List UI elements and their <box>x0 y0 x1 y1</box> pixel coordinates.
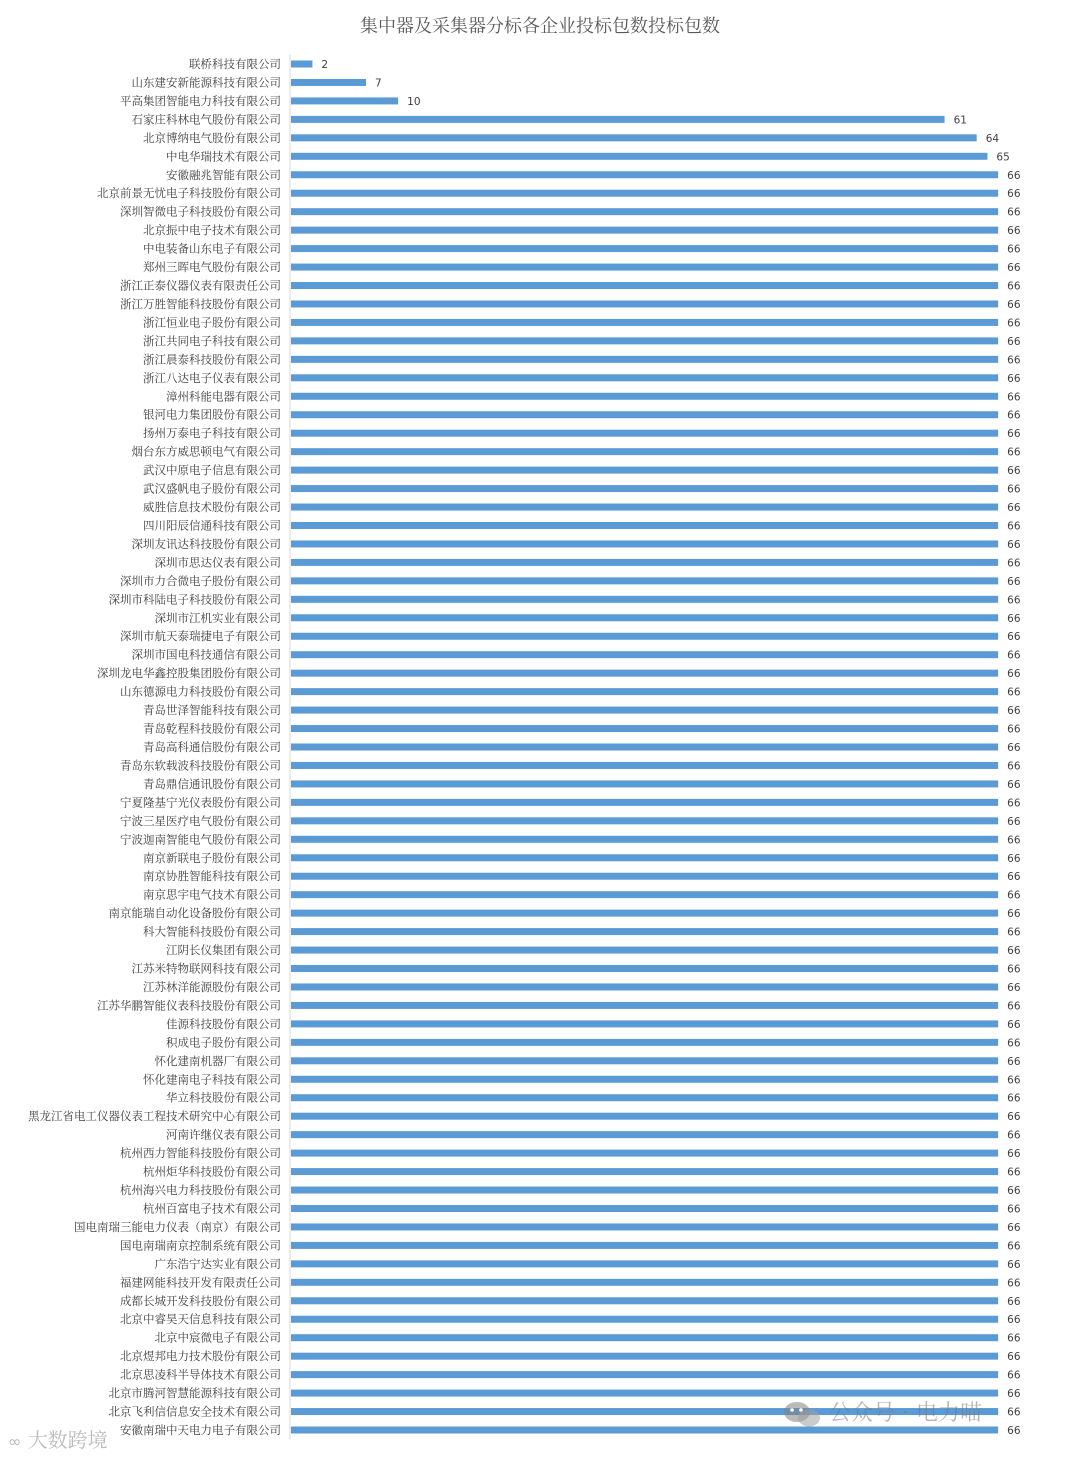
bar-value-label: 66 <box>1007 1406 1021 1419</box>
category-tick-label: 华立科技股份有限公司 <box>166 1090 281 1105</box>
bar-value-label: 66 <box>1007 1166 1021 1179</box>
category-tick-label: 成都长城开发科技股份有限公司 <box>120 1293 281 1308</box>
bar <box>291 651 998 658</box>
bar-value-label: 66 <box>1007 852 1021 865</box>
category-tick-label: 石家庄科林电气股份有限公司 <box>131 112 281 127</box>
bar <box>291 1223 998 1230</box>
category-tick-label: 杭州炬华科技股份有限公司 <box>143 1164 281 1179</box>
category-tick-label: 深圳市航天泰瑞捷电子有限公司 <box>120 629 281 644</box>
bar-value-label: 7 <box>375 77 382 90</box>
category-tick-label: 浙江万胜智能科技股份有限公司 <box>120 296 281 311</box>
bar <box>291 300 998 307</box>
wechat-watermark-text: 公众号 · 电力喵 <box>829 1401 982 1426</box>
category-tick-label: 北京中睿昊天信息科技有限公司 <box>120 1312 281 1327</box>
bar-value-label: 66 <box>1007 594 1021 607</box>
bar-value-label: 66 <box>1007 1018 1021 1031</box>
bar <box>291 1131 998 1138</box>
category-tick-label: 宁波迦南智能电气股份有限公司 <box>120 832 281 847</box>
bar-value-label: 66 <box>1007 1148 1021 1161</box>
category-tick-label: 杭州西力智能科技股份有限公司 <box>120 1146 281 1161</box>
category-tick-label: 宁夏隆基宁光仪表股份有限公司 <box>120 795 281 810</box>
category-tick-label: 北京飞利信信息安全技术有限公司 <box>108 1404 281 1419</box>
bar <box>291 245 998 252</box>
category-tick-label: 浙江八达电子仪表有限公司 <box>143 370 281 385</box>
category-tick-label: 威胜信息技术股份有限公司 <box>143 500 281 515</box>
bar-value-label: 66 <box>1007 557 1021 570</box>
category-tick-label: 四川阳辰信通科技有限公司 <box>143 518 281 533</box>
wechat-watermark <box>782 1396 982 1429</box>
category-tick-label: 扬州万泰电子科技有限公司 <box>143 426 281 441</box>
bar-value-label: 66 <box>1007 742 1021 754</box>
bar <box>291 522 998 529</box>
bar-value-label: 66 <box>1007 760 1021 773</box>
bar <box>291 1353 998 1360</box>
bar-value-label: 66 <box>1007 1240 1021 1253</box>
bar-value-label: 2 <box>321 59 329 71</box>
bar <box>291 337 998 344</box>
category-tick-label: 深圳市科陆电子科技股份有限公司 <box>108 592 281 607</box>
bar <box>291 762 998 769</box>
category-tick-label: 浙江晨泰科技股份有限公司 <box>143 352 281 367</box>
bar-value-label: 66 <box>1007 1221 1021 1234</box>
category-tick-label: 黑龙江省电工仪器仪表工程技术研究中心有限公司 <box>28 1109 281 1124</box>
bar <box>291 1242 998 1249</box>
bar-value-label: 66 <box>1007 1037 1021 1050</box>
bar-value-label: 66 <box>1007 926 1021 939</box>
bar-value-label: 66 <box>1007 262 1021 275</box>
category-tick-label: 青岛世泽智能科技有限公司 <box>143 703 281 718</box>
link-icon: ∞ <box>8 1432 22 1451</box>
category-tick-label: 山东德源电力科技股份有限公司 <box>120 684 281 699</box>
category-tick-label: 浙江正泰仪器仪表有限责任公司 <box>120 278 281 293</box>
bar-value-label: 64 <box>985 132 1000 145</box>
bar-value-label: 65 <box>996 151 1010 164</box>
category-tick-label: 联桥科技有限公司 <box>189 57 281 71</box>
wechat-icon <box>782 1399 822 1429</box>
category-tick-label: 中电装备山东电子有限公司 <box>143 241 281 256</box>
category-tick-label: 深圳市思达仪表有限公司 <box>154 555 281 570</box>
bar <box>291 208 998 215</box>
category-tick-label: 南京新联电子股份有限公司 <box>143 850 281 865</box>
bar-value-label: 66 <box>1007 649 1021 662</box>
bar-value-label: 66 <box>1007 1074 1021 1087</box>
bar-value-label: 66 <box>1007 1388 1021 1401</box>
category-tick-label: 深圳龙电华鑫控股集团股份有限公司 <box>97 666 281 681</box>
bar <box>291 1113 998 1120</box>
bar-value-label: 66 <box>1007 1203 1021 1216</box>
bar-value-label: 66 <box>1007 1277 1021 1290</box>
bar <box>291 97 398 104</box>
bar-value-label: 66 <box>1007 908 1021 921</box>
bar-value-label: 66 <box>1007 354 1021 367</box>
bar <box>291 1205 998 1212</box>
category-tick-label: 积成电子股份有限公司 <box>166 1035 281 1050</box>
bar-value-label: 66 <box>1007 409 1021 422</box>
category-tick-label: 青岛鼎信通讯股份有限公司 <box>143 776 281 791</box>
category-tick-label: 江阴长仪集团有限公司 <box>166 943 281 958</box>
bar-value-label: 66 <box>1007 1314 1021 1327</box>
bar <box>291 1260 998 1267</box>
category-tick-label: 南京思宇电气技术有限公司 <box>143 887 281 902</box>
bar <box>291 540 998 547</box>
bar <box>291 485 998 492</box>
category-tick-label: 北京中宸微电子有限公司 <box>154 1330 281 1345</box>
bar-value-label: 66 <box>1007 188 1021 201</box>
bar-value-label: 66 <box>1007 335 1021 348</box>
bar <box>291 744 998 751</box>
category-tick-label: 河南许继仪表有限公司 <box>166 1127 281 1142</box>
bar-value-label: 66 <box>1007 317 1021 330</box>
bar <box>291 873 998 880</box>
category-tick-label: 深圳市力合微电子股份有限公司 <box>120 573 281 588</box>
bar <box>291 688 998 695</box>
bar <box>291 854 998 861</box>
bar <box>291 1168 998 1175</box>
corner-watermark <box>8 1424 108 1453</box>
bar <box>291 799 998 806</box>
bar-value-label: 66 <box>1007 1000 1021 1013</box>
bar-value-label: 66 <box>1007 889 1021 902</box>
category-tick-label: 山东建安新能源科技有限公司 <box>131 75 281 90</box>
bar <box>291 374 998 381</box>
bar-value-label: 66 <box>1007 1332 1021 1345</box>
bar <box>291 596 998 603</box>
bar <box>291 393 998 400</box>
bar <box>291 1039 998 1046</box>
bar-value-label: 66 <box>1007 871 1021 884</box>
bar <box>291 965 998 972</box>
category-tick-label: 安徽南瑞中天电力电子有限公司 <box>120 1423 281 1437</box>
bar-value-label: 66 <box>1007 686 1021 699</box>
bar-value-label: 66 <box>1007 945 1021 958</box>
bar <box>291 411 998 418</box>
bar-value-label: 66 <box>1007 1351 1021 1364</box>
bar-value-label: 66 <box>1007 575 1021 588</box>
bar-value-label: 66 <box>1007 225 1021 238</box>
bar <box>291 1150 998 1157</box>
bar <box>291 947 998 954</box>
bar <box>291 1094 998 1101</box>
category-tick-label: 南京能瑞自动化设备股份有限公司 <box>108 906 281 921</box>
bar-value-label: 10 <box>407 95 421 108</box>
bar-value-label: 66 <box>1007 1129 1021 1142</box>
category-tick-label: 深圳市国电科技通信有限公司 <box>131 647 281 662</box>
category-tick-label: 江苏米特物联网科技有限公司 <box>131 961 281 976</box>
bar <box>291 633 998 640</box>
bar <box>291 1002 998 1009</box>
bar-value-label: 66 <box>1007 391 1021 404</box>
category-tick-label: 武汉盛帆电子股份有限公司 <box>143 481 281 496</box>
category-tick-label: 广东浩宁达实业有限公司 <box>154 1256 281 1271</box>
bar <box>291 227 998 234</box>
bar <box>291 1057 998 1064</box>
bar-value-label: 66 <box>1007 298 1021 311</box>
category-tick-label: 漳州科能电器有限公司 <box>166 389 281 404</box>
category-tick-label: 北京市腾河智慧能源科技有限公司 <box>108 1386 281 1401</box>
bar <box>291 171 998 178</box>
category-tick-label: 杭州百富电子技术有限公司 <box>143 1201 281 1216</box>
bar-value-label: 66 <box>1007 520 1021 533</box>
bar <box>291 707 998 714</box>
bar-value-label: 66 <box>1007 1258 1021 1271</box>
category-tick-label: 江苏林洋能源股份有限公司 <box>143 979 281 994</box>
bar <box>291 817 998 824</box>
category-tick-label: 浙江共同电子科技有限公司 <box>143 333 281 348</box>
bar-value-label: 66 <box>1007 668 1021 681</box>
bar <box>291 1187 998 1194</box>
category-tick-label: 福建网能科技开发有限责任公司 <box>120 1275 281 1290</box>
bar-value-label: 66 <box>1007 1055 1021 1068</box>
bar <box>291 319 998 326</box>
category-tick-label: 北京博纳电气股份有限公司 <box>143 130 281 145</box>
category-tick-label: 青岛乾程科技股份有限公司 <box>143 721 281 736</box>
bar-value-label: 61 <box>953 114 967 127</box>
bar-value-label: 66 <box>1007 428 1021 441</box>
category-tick-label: 郑州三晖电气股份有限公司 <box>143 260 281 275</box>
bar-value-label: 66 <box>1007 778 1021 791</box>
bar-value-label: 66 <box>1007 1295 1021 1308</box>
bar <box>291 1334 998 1341</box>
category-tick-label: 安徽融兆智能有限公司 <box>166 167 281 182</box>
bar <box>291 891 998 898</box>
bar-value-label: 66 <box>1007 502 1021 515</box>
bar <box>291 1279 998 1286</box>
bar <box>291 577 998 584</box>
bar <box>291 928 998 935</box>
bar-value-label: 66 <box>1007 1369 1021 1382</box>
bar-value-label: 66 <box>1007 372 1021 385</box>
bar-value-label: 66 <box>1007 1425 1021 1437</box>
bar-value-label: 66 <box>1007 797 1021 810</box>
bar <box>291 614 998 621</box>
bar-value-label: 66 <box>1007 169 1021 182</box>
bar <box>291 430 998 437</box>
bar <box>291 983 998 990</box>
category-tick-label: 浙江恒业电子股份有限公司 <box>143 315 281 330</box>
bar-value-label: 66 <box>1007 834 1021 847</box>
bar <box>291 61 312 68</box>
bar <box>291 836 998 843</box>
bar-value-label: 66 <box>1007 815 1021 828</box>
bar <box>291 1371 998 1378</box>
bar <box>291 356 998 363</box>
category-tick-label: 国电南瑞南京控制系统有限公司 <box>120 1238 281 1253</box>
bar <box>291 504 998 511</box>
category-tick-label: 北京振中电子技术有限公司 <box>143 223 281 238</box>
bar-value-label: 66 <box>1007 483 1021 496</box>
category-tick-label: 平高集团智能电力科技有限公司 <box>120 93 281 108</box>
bar <box>291 448 998 455</box>
bar <box>291 910 998 917</box>
bar <box>291 116 945 123</box>
category-tick-label: 银河电力集团股份有限公司 <box>143 407 281 422</box>
category-tick-label: 宁波三星医疗电气股份有限公司 <box>120 813 281 828</box>
bar <box>291 134 977 141</box>
category-tick-label: 北京思凌科半导体技术有限公司 <box>120 1367 281 1382</box>
bar-value-label: 66 <box>1007 206 1021 219</box>
category-tick-label: 科大智能科技股份有限公司 <box>143 924 281 939</box>
bar <box>291 725 998 732</box>
category-tick-label: 怀化建南机器厂有限公司 <box>154 1053 281 1068</box>
category-tick-label: 杭州海兴电力科技股份有限公司 <box>120 1183 281 1198</box>
category-tick-label: 南京协胜智能科技有限公司 <box>143 869 281 884</box>
bar <box>291 79 366 86</box>
bar-value-label: 66 <box>1007 612 1021 625</box>
bar <box>291 153 987 160</box>
bar-value-label: 66 <box>1007 1185 1021 1198</box>
bar-value-label: 66 <box>1007 465 1021 478</box>
category-tick-label: 青岛东软载波科技股份有限公司 <box>120 758 281 773</box>
bar <box>291 1020 998 1027</box>
category-tick-label: 深圳友讯达科技股份有限公司 <box>131 536 281 551</box>
bar <box>291 264 998 271</box>
bar-value-label: 66 <box>1007 705 1021 718</box>
category-tick-label: 佳源科技股份有限公司 <box>166 1016 281 1031</box>
category-tick-label: 深圳智微电子科技股份有限公司 <box>120 204 281 219</box>
chart-title: 集中器及采集器分标各企业投标包数投标包数 <box>360 16 720 37</box>
bar <box>291 1316 998 1323</box>
bar <box>291 780 998 787</box>
category-tick-label: 武汉中原电子信息有限公司 <box>143 463 281 478</box>
bar <box>291 559 998 566</box>
category-tick-label: 烟台东方威思顿电气有限公司 <box>131 444 281 459</box>
bar-value-label: 66 <box>1007 538 1021 551</box>
corner-watermark-text: 大数跨境 <box>27 1428 108 1452</box>
category-tick-label: 国电南瑞三能电力仪表（南京）有限公司 <box>74 1219 281 1234</box>
bar-value-label: 66 <box>1007 723 1021 736</box>
category-tick-label: 北京前景无忧电子科技股份有限公司 <box>97 186 281 201</box>
category-tick-label: 江苏华鹏智能仪表科技股份有限公司 <box>97 998 281 1013</box>
bar-value-label: 66 <box>1007 1111 1021 1124</box>
bar <box>291 190 998 197</box>
bar-value-label: 66 <box>1007 631 1021 644</box>
category-tick-label: 北京煜邦电力技术股份有限公司 <box>120 1349 281 1364</box>
bar-value-label: 66 <box>1007 963 1021 976</box>
bar <box>291 282 998 289</box>
bar-value-label: 66 <box>1007 280 1021 293</box>
bar-value-label: 66 <box>1007 446 1021 459</box>
category-tick-label: 怀化建南电子科技有限公司 <box>143 1072 281 1087</box>
category-tick-label: 中电华瑞技术有限公司 <box>166 149 281 164</box>
bar-value-label: 66 <box>1007 1092 1021 1105</box>
bar <box>291 1076 998 1083</box>
bar <box>291 1297 998 1304</box>
bar <box>291 467 998 474</box>
bar-value-label: 66 <box>1007 981 1021 994</box>
bar-value-label: 66 <box>1007 243 1021 256</box>
category-tick-label: 深圳市江机实业有限公司 <box>154 610 281 625</box>
category-tick-label: 青岛高科通信股份有限公司 <box>143 740 281 754</box>
bar <box>291 670 998 677</box>
